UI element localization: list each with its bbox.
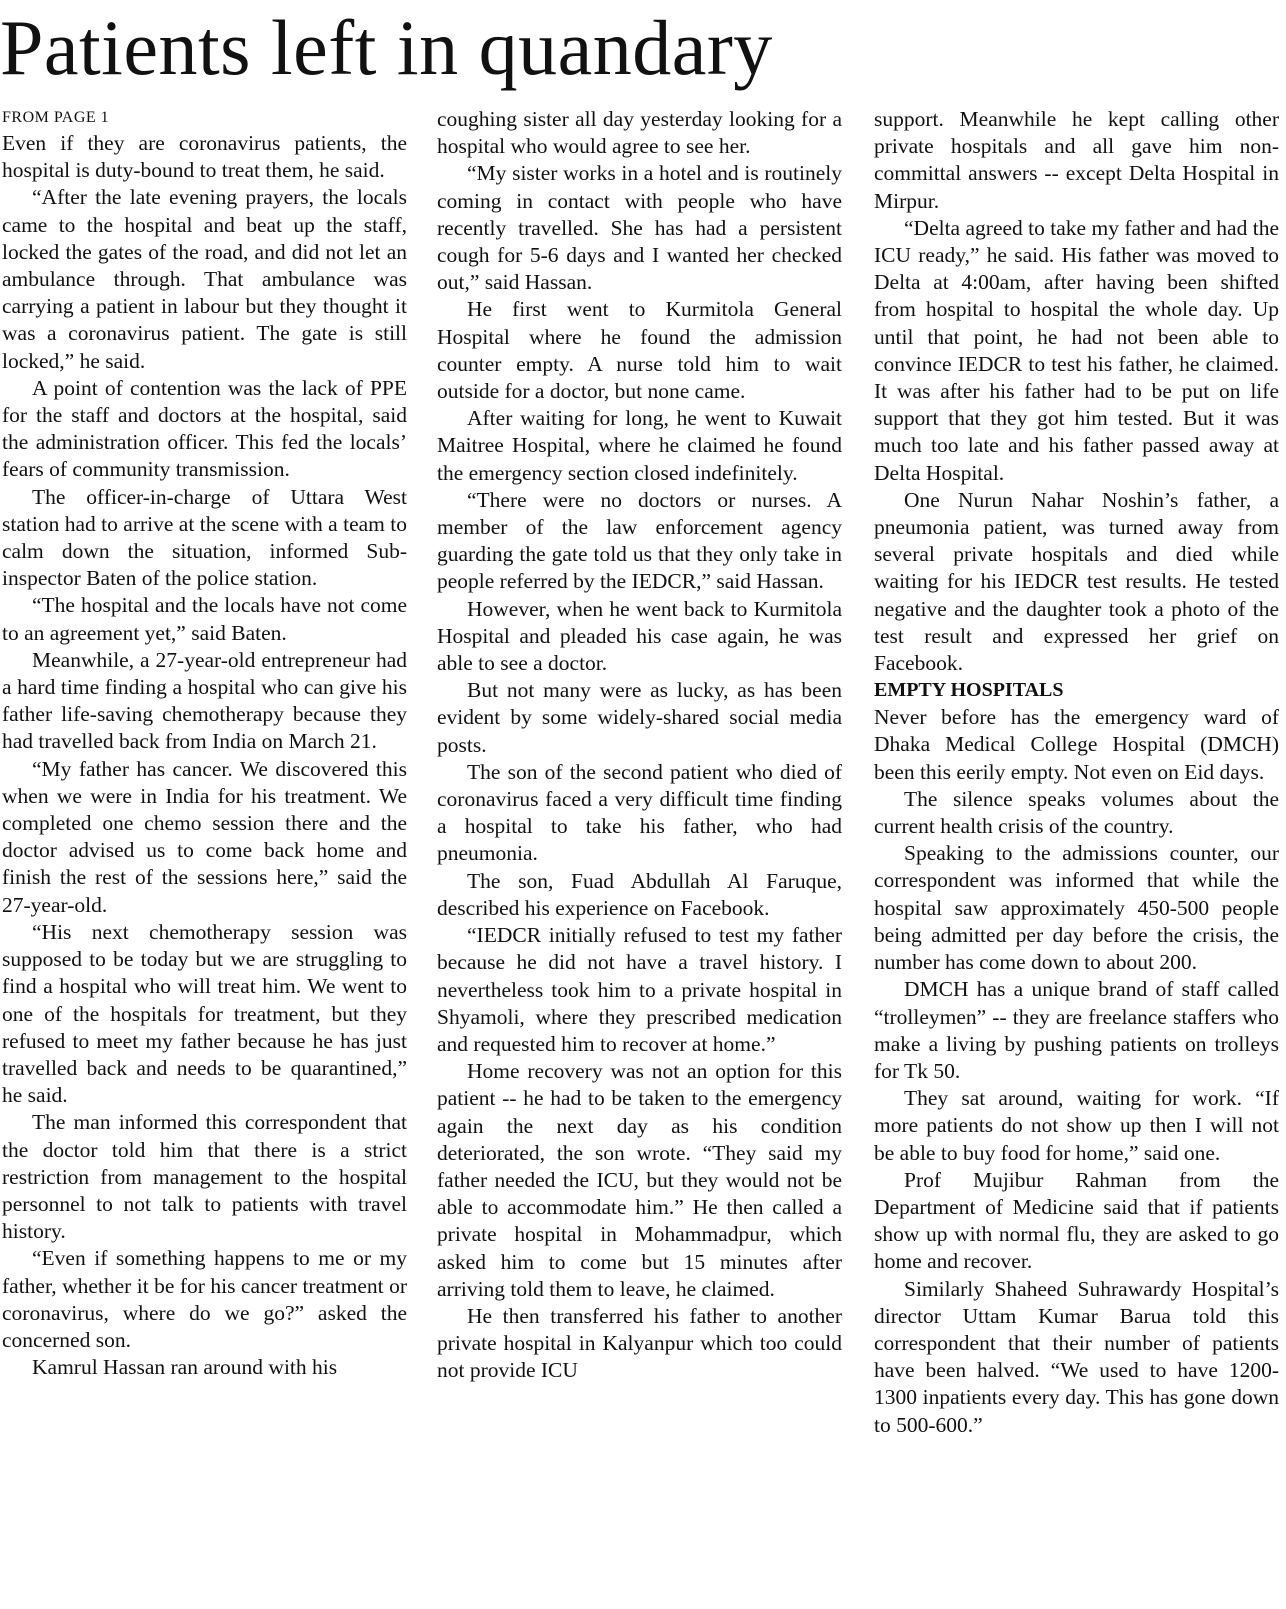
paragraph: “After the late evening prayers, the locals came to the hospital and beat up the staff, locked the gates of the road, and did not let an ambulance through. That ambulance was carrying a patient in labour but they thought it was a coronavirus patient. The gate is still locked,” he said.: [2, 185, 407, 373]
paragraph: Speaking to the admissions counter, our correspondent was informed that while the hospital saw approximately 450-500 people being admitted per day before the crisis, the number has come down to about 200.: [874, 841, 1279, 975]
paragraph: Similarly Shaheed Suhrawardy Hospital’s director Uttam Kumar Barua told this correspondent that their number of patients have been halved. “We used to have 1200-1300 inpatients every day. This has gone down to 500-600.”: [874, 1276, 1279, 1437]
paragraph: Never before has the emergency ward of Dhaka Medical College Hospital (DMCH) been this eerily empty. Not even on Eid days.: [874, 705, 1279, 784]
paragraph: After waiting for long, he went to Kuwait Maitree Hospital, where he claimed he found the emergency section closed indefinitely.: [437, 406, 842, 485]
paragraph: Kamrul Hassan ran around with his: [32, 1355, 338, 1380]
paragraph: He first went to Kurmitola General Hospital where he found the admission counter empty. A nurse told him to wait outside for a doctor, but none came.: [437, 297, 842, 404]
paragraph: DMCH has a unique brand of staff called “trolleymen” -- they are freelance staffers who make a living by pushing patients on trolleys for Tk 50.: [874, 977, 1279, 1083]
paragraph: However, when he went back to Kurmitola Hospital and pleaded his case again, he was able to see a doctor.: [437, 596, 842, 676]
paragraph: coughing sister all day yesterday looking for a hospital who would agree to see her.: [437, 107, 842, 159]
paragraph: “His next chemotherapy session was supposed to be today but we are struggling to find a hospital who will treat him. We went to one of the hospitals for treatment, but they refused to meet my father because he has just travelled back and needs to be quarantined,” he said.: [2, 919, 407, 1108]
paragraph: The son of the second patient who died of coronavirus faced a very difficult time finding a hospital to take his father, who had pneumonia.: [437, 759, 842, 866]
paragraph: Meanwhile, a 27-year-old entrepreneur had a hard time finding a hospital who can give his father life-saving chemotherapy because they had travelled back from India on March 21.: [2, 647, 407, 754]
paragraph: Even if they are coronavirus patients, the hospital is duty-bound to treat them, he said.: [2, 131, 407, 183]
paragraph: Prof Mujibur Rahman from the Department of Medicine said that if patients show up with normal flu, they are asked to go home and recover.: [874, 1167, 1279, 1274]
paragraph: “My sister works in a hotel and is routinely coming in contact with people who have recently travelled. She has had a persistent cough for 5-6 days and I wanted her checked out,” said Hassan.: [437, 161, 842, 295]
paragraph: One Nurun Nahar Noshin’s father, a pneumonia patient, was turned away from several private hospitals and died while waiting for his IEDCR test results. He tested negative and the daughter took a photo of the test result and expressed her grief on Facebook.: [874, 487, 1279, 676]
article-column-2: [437, 106, 842, 1606]
article-column-1: [2, 106, 407, 1606]
subhead-empty-hospitals: EMPTY HOSPITALS: [874, 679, 1064, 702]
kicker-from-page: FROM PAGE 1: [2, 109, 110, 126]
paragraph: They sat around, waiting for work. “If more patients do not show up then I will not be able to buy food for home,” said one.: [874, 1086, 1279, 1165]
article-column-3: [874, 106, 1279, 1606]
paragraph: He then transferred his father to another private hospital in Kalyanpur which too could not provide ICU: [437, 1303, 842, 1383]
paragraph: “There were no doctors or nurses. A member of the law enforcement agency guarding the gate told us that they only take in people referred by the IEDCR,” said Hassan.: [437, 487, 842, 594]
paragraph: A point of contention was the lack of PPE for the staff and doctors at the hospital, said the administration officer. This fed the locals’ fears of community transmission.: [2, 375, 407, 482]
paragraph: “Delta agreed to take my father and had the ICU ready,” he said. His father was moved to Delta at 4:00am, after having been shifted from hospital to hospital the whole day. Up until that point, he had not been able to convince IEDCR to test his father, he claimed. It was after his father had to be put on life support that they got him tested. But it was much too late and his father passed away at Delta Hospital.: [874, 215, 1279, 485]
paragraph: The silence speaks volumes about the current health crisis of the country.: [874, 786, 1279, 839]
paragraph: “My father has cancer. We discovered this when we were in India for his treatment. We completed one chemo session there and the doctor advised us to come back home and finish the rest of the sessions here,” said the 27-year-old.: [2, 756, 407, 917]
paragraph: But not many were as lucky, as has been evident by some widely-shared social media posts.: [437, 678, 842, 757]
paragraph: “The hospital and the locals have not come to an agreement yet,” said Baten.: [2, 593, 407, 645]
paragraph: The son, Fuad Abdullah Al Faruque, described his experience on Facebook.: [437, 868, 842, 920]
paragraph: support. Meanwhile he kept calling other private hospitals and all gave him non-committal answers -- except Delta Hospital in Mirpur.: [874, 107, 1279, 213]
paragraph: The officer-in-charge of Uttara West station had to arrive at the scene with a team to calm down the situation, informed Sub-inspector Baten of the police station.: [2, 484, 407, 591]
paragraph: “IEDCR initially refused to test my father because he did not have a travel history. I nevertheless took him to a private hospital in Shyamoli, where they prescribed medication and requested him to recover at home.”: [437, 923, 842, 1056]
paragraph: Home recovery was not an option for this patient -- he had to be taken to the emergency again the next day as his condition deteriorated, the son wrote. “They said my father needed the ICU, but they would not be able to accommodate him.” He then called a private hospital in Mohammadpur, which asked him to come but 15 minutes after arriving told them to leave, he claimed.: [437, 1059, 842, 1301]
headline: Patients left in quandary: [0, 4, 773, 91]
paragraph: “Even if something happens to me or my father, whether it be for his cancer treatment or coronavirus, where do we go?” asked the concerned son.: [2, 1246, 407, 1352]
paragraph: The man informed this correspondent that the doctor told him that there is a strict restriction from management to the hospital personnel to not talk to patients with travel history.: [2, 1110, 407, 1244]
